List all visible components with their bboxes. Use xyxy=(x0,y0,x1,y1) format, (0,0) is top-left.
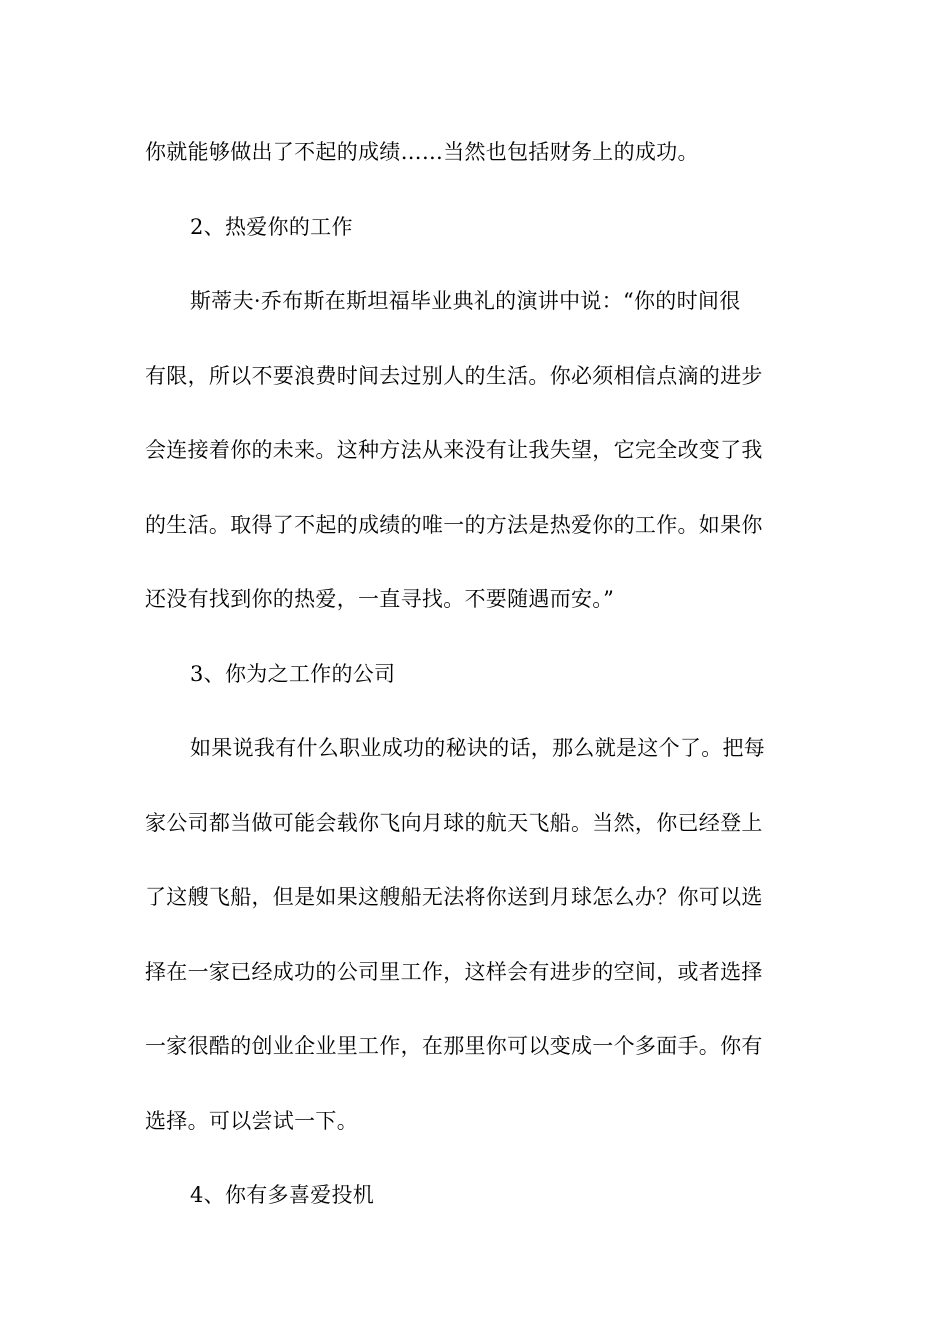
section-heading: 3、你为之工作的公司 xyxy=(190,661,396,686)
paragraph-line: 有限，所以不要浪费时间去过别人的生活。你必须相信点滴的进步 xyxy=(145,363,763,388)
section-heading: 2、热爱你的工作 xyxy=(190,214,353,239)
paragraph-line: 的生活。取得了不起的成绩的唯一的方法是热爱你的工作。如果你 xyxy=(145,512,763,537)
paragraph-line: 选择。可以尝试一下。 xyxy=(145,1108,358,1133)
paragraph-line: 会连接着你的未来。这种方法从来没有让我失望，它完全改变了我 xyxy=(145,438,763,462)
paragraph-line: 斯蒂夫·乔布斯在斯坦福毕业典礼的演讲中说：“你的时间很 xyxy=(190,289,741,313)
paragraph-line: 如果说我有什么职业成功的秘诀的话，那么就是这个了。把每 xyxy=(190,736,766,760)
section-heading: 4、你有多喜爱投机 xyxy=(190,1183,375,1207)
paragraph-line: 还没有找到你的热爱，一直寻找。不要随遇而安。” xyxy=(145,587,615,611)
paragraph-line: 择在一家已经成功的公司里工作，这样会有进步的空间，或者选择 xyxy=(145,959,763,984)
paragraph-line: 你就能够做出了不起的成绩……当然也包括财务上的成功。 xyxy=(145,140,699,164)
paragraph-line: 了这艘飞船，但是如果这艘船无法将你送到月球怎么办？你可以选 xyxy=(145,885,763,909)
paragraph-line: 家公司都当做可能会载你飞向月球的航天飞船。当然，你已经登上 xyxy=(145,810,763,835)
paragraph-line: 一家很酷的创业企业里工作，在那里你可以变成一个多面手。你有 xyxy=(145,1034,763,1058)
document-body xyxy=(145,128,810,1246)
